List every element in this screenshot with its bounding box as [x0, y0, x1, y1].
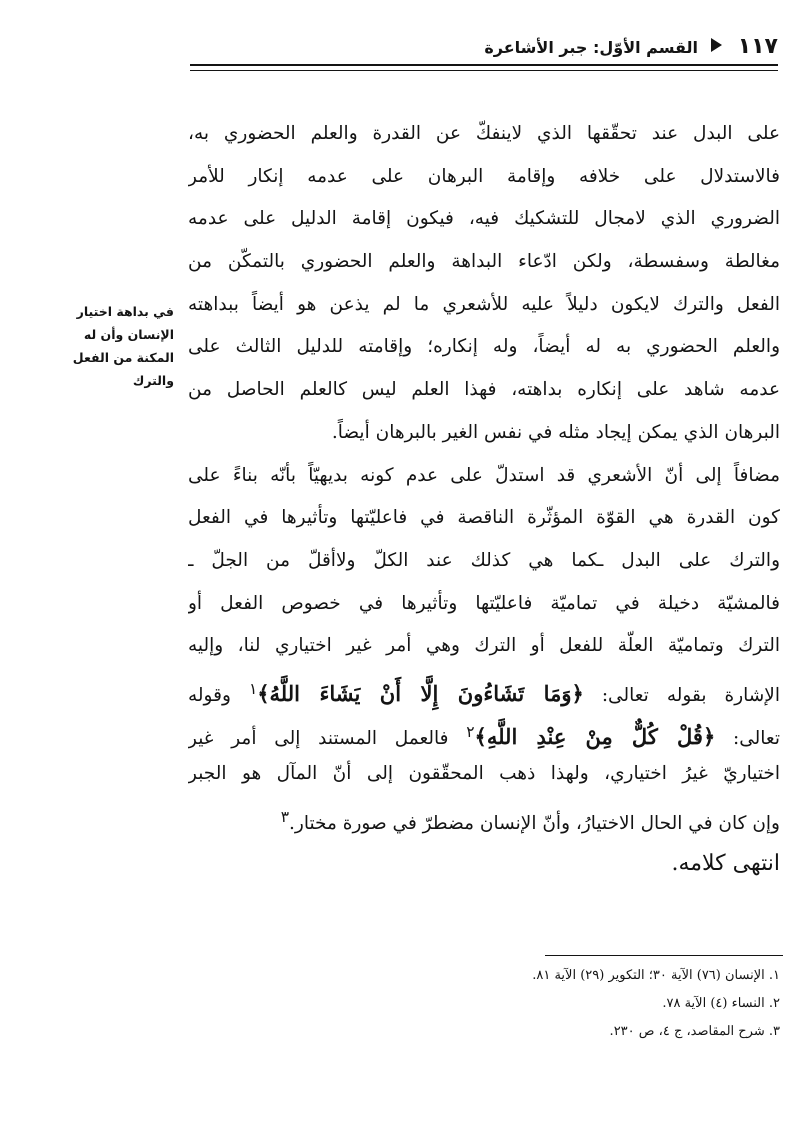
text-line: والعلم الحضوري به له أيضاً، وله إنكاره؛ وإقامته للدليل الثالث على — [188, 336, 780, 358]
page-number: ١١٧ — [737, 34, 778, 59]
closing-line: انتهى كلامه. — [671, 850, 780, 876]
text-line: الترك وتماميّة العلّة للفعل أو الترك وهي أمر غير اختياري لنا، وإليه — [188, 635, 780, 657]
running-title: القسم الأوّل: جبر الأشاعرة — [484, 38, 698, 57]
header-rule-thick — [190, 64, 778, 66]
text-segment: فالعمل المستند إلى أمر غير — [188, 727, 467, 749]
text-line: مغالطة وسفسطة، ولكن ادّعاء البداهة والعلم الحضوري بالتمكّن من — [188, 251, 780, 273]
triangle-marker-icon — [711, 38, 722, 52]
margin-note-line: في بداهة اختيار — [76, 304, 174, 319]
footnote: ٣. شرح المقاصد، ج ٤، ص ٢٣٠. — [609, 1024, 780, 1039]
running-header — [190, 32, 778, 66]
text-line: اختياريّ غيرُ اختياري، ولهذا ذهب المحقّقون إلى أنّ المآل هو الجبر — [188, 763, 780, 785]
text-segment: وإن كان في الحال الاختيارُ، وأنّ الإنسان مضطرّ في صورة مختار. — [289, 813, 780, 835]
footnote-ref: ٣ — [280, 808, 289, 826]
footnote: ١. الإنسان (٧٦) الآية ٣٠؛ التكوير (٢٩) الآية ٨١. — [532, 968, 780, 983]
text-line: مضافاً إلى أنّ الأشعري قد استدلّ على عدم كونه بديهيّاً بأنّه بناءً على — [188, 464, 780, 486]
margin-note-line: الإنسان وأن له — [83, 327, 174, 342]
text-line-quran-1 — [188, 668, 780, 711]
text-line: البرهان الذي يمكن إيجاد مثله في نفس الغير بالبرهان أيضاً. — [331, 421, 780, 443]
text-line: فالمشيّة دخيلة في تماميّة فاعليّتها وتأثيرها في خصوص الفعل أو — [188, 592, 780, 614]
text-segment: تعالى: — [715, 727, 780, 749]
footnote: ٢. النساء (٤) الآية ٧٨. — [662, 996, 780, 1011]
text-line: على البدل عند تحقّقها الذي لاينفكّ عن القدرة والعلم الحضوري به، — [188, 123, 780, 144]
footnote-ref: ١ — [248, 679, 258, 698]
text-line: الضروري الذي لامجال للتشكيك فيه، فيكون إقامة الدليل على عدمه — [188, 208, 780, 230]
margin-note-line: والترك — [132, 373, 174, 388]
footnote-ref: ٢ — [466, 722, 475, 741]
quran-verse: ﴿وَمَا تَشَاءُونَ إِلَّا أَنْ يَشَاءَ اللَّهُ﴾ — [257, 681, 584, 707]
text-line: الفعل والترك لايكون دليلاً عليه للأشعري ما لم يذعن هو أيضاً ببداهته — [188, 293, 780, 315]
footnote-rule — [545, 955, 783, 956]
text-line: فالاستدلال على خلافه وإقامة البرهان على عدمه إنكار للأمر — [188, 165, 780, 187]
header-rule-thin — [190, 70, 778, 71]
text-line: كون القدرة هي القوّة المؤثّرة الناقصة في فاعليّتها وتأثيرها في الفعل — [188, 507, 780, 529]
text-segment: الإشارة بقوله تعالى: — [583, 685, 780, 707]
text-line-quran-2 — [188, 711, 780, 754]
text-line — [188, 796, 780, 839]
margin-note — [34, 300, 174, 392]
text-line: عدمه شاهد على إنكاره بداهته، فهذا العلم ليس كالعلم الحاصل من — [188, 379, 780, 401]
text-line: والترك على البدل ـكما هي كذلك عند الكلّ ولاأقلّ من الجلّ ـ — [188, 549, 780, 571]
quran-verse: ﴿قُلْ كُلٌّ مِنْ عِنْدِ اللَّهِ﴾ — [474, 723, 716, 749]
text-segment: وقوله — [188, 685, 249, 707]
margin-note-line: المكنة من الفعل — [72, 350, 174, 365]
footnotes — [420, 962, 780, 1046]
main-text — [188, 113, 780, 885]
